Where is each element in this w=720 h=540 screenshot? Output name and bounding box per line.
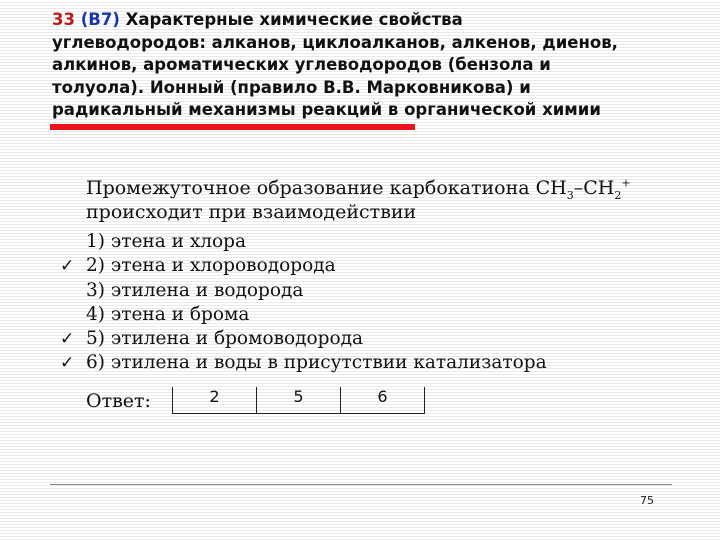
- option-text: 1) этена и хлора: [86, 231, 247, 252]
- page-number: 75: [640, 494, 654, 507]
- answer-cell: 2: [173, 387, 257, 414]
- checkmark-icon: ✓: [60, 353, 75, 374]
- answer-table: [172, 387, 425, 414]
- checkmark-icon: ✓: [60, 329, 75, 350]
- option-1: [60, 230, 547, 254]
- option-3: [60, 279, 547, 303]
- answer-cell: 6: [341, 387, 425, 414]
- question-text: Промежуточное образование карбокатиона $CH_3-CH_2^+$ происходит при взаимодействии: [86, 176, 631, 223]
- option-5: [60, 327, 547, 351]
- option-text: 4) этена и брома: [86, 303, 250, 325]
- question-number: 33: [52, 10, 75, 29]
- option-4: [60, 303, 547, 327]
- task-code: (B7): [80, 10, 120, 29]
- title-text: Характерные химические свойства углеводородов: алканов, циклоалканов, алкенов, диенов, алкинов, ароматических углеводородов (бензола и толуола). Ионный (правило В.В. Марковникова) и радикальный механизмы реакций в органической химии: [52, 10, 618, 119]
- title-underline: [50, 124, 415, 130]
- option-text: 3) этилена и водорода: [86, 279, 304, 301]
- option-text: 5) этилена и бромоводорода: [86, 328, 364, 350]
- answer-cell: 5: [257, 387, 341, 414]
- option-6: [60, 351, 547, 375]
- option-2: [60, 254, 547, 278]
- checkmark-icon: ✓: [60, 256, 75, 277]
- answer-options: [60, 230, 547, 376]
- slide-title: [52, 9, 712, 122]
- answer-label: Ответ:: [86, 390, 151, 412]
- option-text: 2) этена и хлороводорода: [86, 255, 336, 277]
- option-text: 6) этилена и воды в присутствии катализатора: [86, 352, 547, 374]
- footer-divider: [50, 484, 672, 485]
